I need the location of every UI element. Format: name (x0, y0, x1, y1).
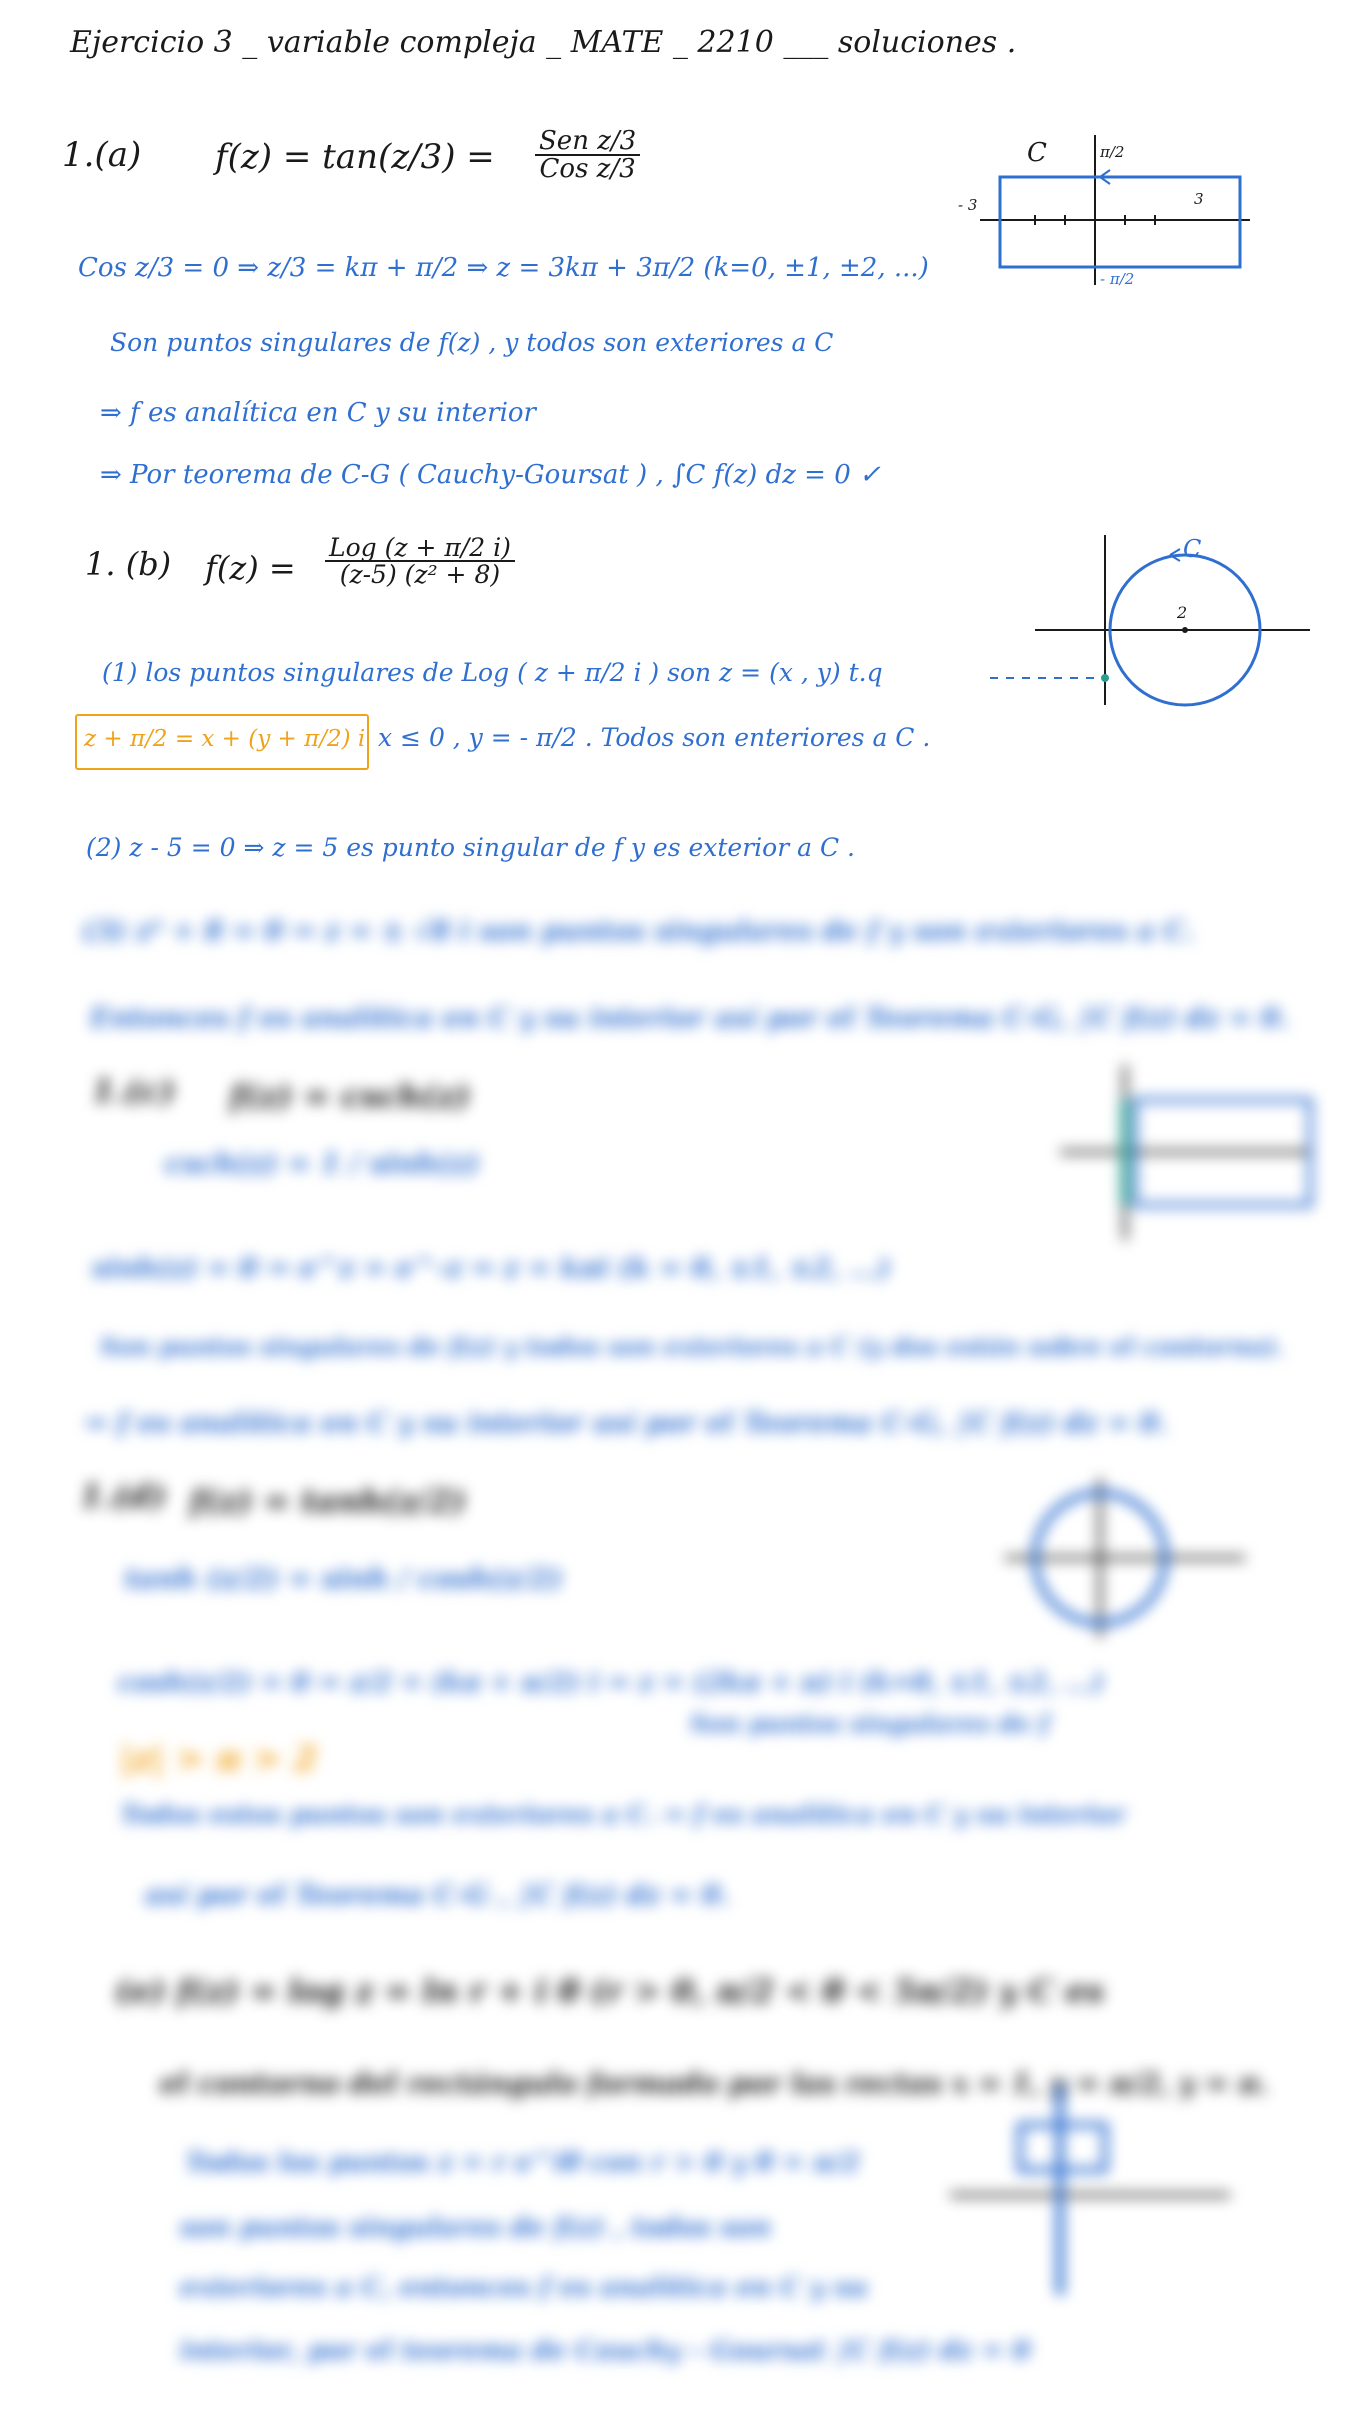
blurred-1d-definition: tanh (z/2) = sinh / cosh(z/2) (125, 1562, 563, 1595)
graph-1a-curve-label: C (1027, 138, 1047, 168)
blurred-1e-answer-4: interior, por el teorema de Cauchy - Goursat ∫C f(z) dz = 0 (180, 2336, 1031, 2366)
blurred-1c-label: 1.(c) (92, 1072, 176, 1110)
graph-1a-right-label: 3 (1194, 190, 1204, 208)
blurred-1b-step3: (3) z² + 8 = 0 ⇒ z = ± √8 i son puntos singulares de f y son exteriores a C. (82, 916, 1195, 947)
blurred-1d-box: |z| > π > 2 (120, 1739, 317, 1779)
blurred-1e-answer-3: exteriores a C, entonces f es analítica en C y su (180, 2273, 868, 2303)
graph-1b-center-label: 2 (1177, 603, 1188, 622)
boxed-expression: z + π/2 = x + (y + π/2) i (84, 726, 366, 752)
graph-1b-circle (990, 530, 1330, 710)
graph-1a-bottom-label: - π/2 (1100, 270, 1135, 288)
graph-1e-rectangle (950, 2085, 1230, 2295)
blurred-1c-definition: csch(z) = 1 / sinh(z) (165, 1147, 480, 1180)
problem-1b-step1b: x ≤ 0 , y = - π/2 . Todos son enteriores a C . (378, 723, 931, 752)
problem-1a-function: f(z) = tan(z/3) = (215, 137, 495, 177)
fraction-denominator: Cos z/3 (539, 154, 636, 184)
graph-1b-curve-label: C (1183, 535, 1202, 563)
problem-1a-fraction (535, 128, 640, 182)
blurred-1c-text: Son puntos singulares de f(z) y todos son exteriores a C (y dos están sobre el contorno). (100, 1332, 1285, 1361)
blurred-1d-end: así por el Teorema C-G , ∫C f(z) dz = 0. (145, 1880, 730, 1911)
blurred-1d-label: 1.(d) (80, 1477, 167, 1515)
graph-1a-left-label: - 3 (958, 196, 978, 214)
graph-1c-rectangle (1060, 1065, 1310, 1240)
blurred-1e-answer-1: Todos los puntos z = r e^iθ con r > 0 y θ = π/2 (185, 2148, 860, 2178)
blurred-1b-conclusion: Entonces f es analítica en C y su interior así por el Teorema C-G, ∫C f(z) dz = 0. (90, 1003, 1290, 1034)
problem-1b-fraction (325, 535, 515, 587)
problem-1b-step1: (1) los puntos singulares de Log ( z + π/2 i ) son z = (x , y) t.q (102, 658, 883, 687)
blurred-1d-singular: cosh(z/2) = 0 ⇒ z/2 = (kπ + π/2) i ⇒ z = (2kπ + π) i (k=0, ±1, ±2, ...) (118, 1668, 1104, 1698)
problem-1a-label: 1.(a) (62, 135, 142, 175)
blurred-1e-answer-2: son puntos singulares de f(z) , todos son (180, 2213, 772, 2243)
fraction-denominator: (z-5) (z² + 8) (339, 560, 501, 589)
problem-1a-implies-analytic: ⇒ f es analítica en C y su interior (100, 398, 536, 428)
blurred-1c-end: ⇒ f es analítica en C y su interior así por el Teorema C-G, ∫C f(z) dz = 0. (85, 1408, 1168, 1439)
problem-1b-label: 1. (b) (85, 545, 172, 583)
blurred-1c-function: f(z) = csch(z) (230, 1077, 471, 1115)
graph-1d-circle (1005, 1478, 1245, 1638)
graph-1a-top-label: π/2 (1100, 143, 1125, 161)
blurred-1c-singular: sinh(z) = 0 ⇒ e^z = e^-z ⇒ z = kπi (k = 0, ±1, ±2, ...) (92, 1253, 891, 1284)
graph-1a-rectangle (960, 135, 1250, 315)
problem-1b-step2: (2) z - 5 = 0 ⇒ z = 5 es punto singular de f y es exterior a C . (86, 833, 855, 862)
fraction-numerator: Log (z + π/2 i) (325, 535, 515, 562)
blurred-1e-question-1: (e) f(z) = log z = ln r + i θ (r > 0, π/2 < θ < 5π/2) y C es (115, 1972, 1104, 2010)
blurred-1d-singular-note: Son puntos singulares de f (690, 1709, 1050, 1738)
blurred-1d-function: f(z) = tanh(z/2) (190, 1482, 466, 1520)
fraction-numerator: Sen z/3 (535, 128, 640, 156)
problem-1a-singular-equation: Cos z/3 = 0 ⇒ z/3 = kπ + π/2 ⇒ z = 3kπ + 3π/2 (k=0, ±1, ±2, ...) (78, 253, 929, 283)
blurred-1e-question-2: el contorno del rectángulo formado por las rectas x = 1, y = π/2, y = π. (160, 2067, 1269, 2100)
problem-1a-implies-integral: ⇒ Por teorema de C-G ( Cauchy-Goursat ) , ∫C f(z) dz = 0 ✓ (100, 460, 881, 490)
problem-1a-singular-text: Son puntos singulares de f(z) , y todos son exteriores a C (110, 328, 834, 357)
blurred-1d-text: Todos estos puntos son exteriores a C. ⇒ f es analítica en C y su interior (120, 1800, 1126, 1829)
problem-1b-function: f(z) = (205, 549, 296, 587)
page-title: Ejercicio 3 _ variable compleja _ MATE _ 2210 ___ soluciones . (70, 25, 1017, 60)
